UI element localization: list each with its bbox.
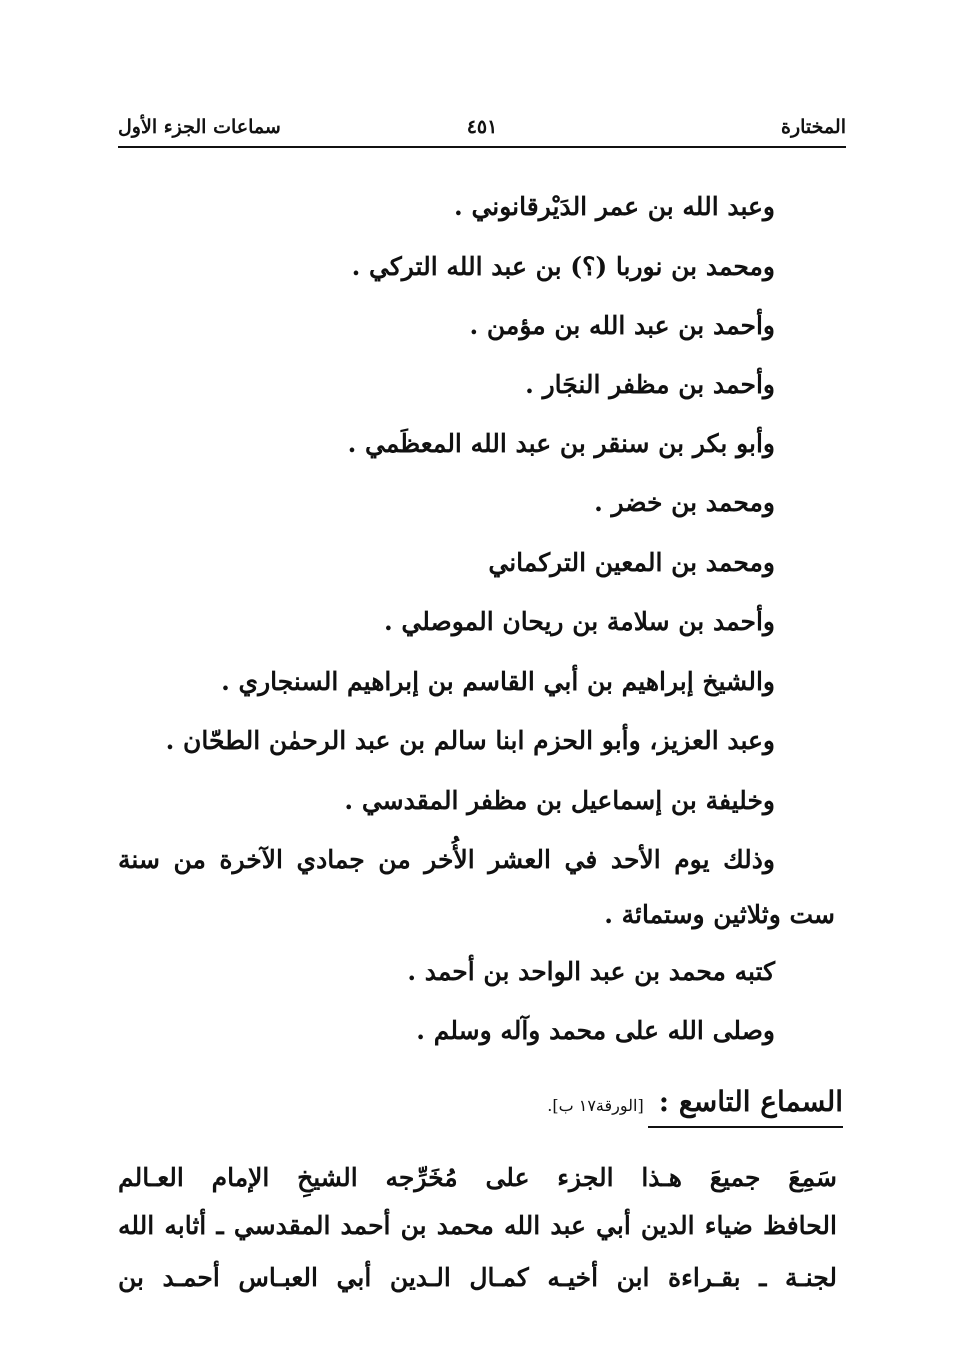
list-item: وأحمد بن مظفر النجَار . xyxy=(525,370,775,399)
scribe-line: كتبه محمد بن عبد الواحد بن أحمد . xyxy=(407,957,775,986)
page-number: ٤٥١ xyxy=(466,116,498,138)
folio-reference: [الورقة١٧ ب]. xyxy=(547,1096,644,1115)
list-item: والشيخ إبراهيم بن أبي القاسم بن إبراهيم السنجاري . xyxy=(221,667,775,696)
list-item: وخليفة بن إسماعيل بن مظفر المقدسي . xyxy=(344,786,775,815)
list-item: ومحمد بن خضر . xyxy=(594,488,775,517)
list-item: وعبد العزيز، وأبو الحزم ابنا سالم بن عبد الرحمٰن الطحّان . xyxy=(165,726,775,755)
paragraph-line-2: الحافظ ضياء الدين أبي عبد الله محمد بن أحمد المقدسي ـ أثابه الله xyxy=(118,1211,837,1240)
book-title: المختارة xyxy=(781,116,846,138)
section-title: سماعات الجزء الأول xyxy=(118,116,281,138)
blessing-line: وصلى الله على محمد وآله وسلم . xyxy=(416,1016,775,1045)
list-item: وأحمد بن عبد الله بن مؤمن . xyxy=(469,311,775,340)
list-item: وأبو بكر بن سنقر بن عبد الله المعظَمي . xyxy=(347,429,775,458)
paragraph-line-1: سَمِعَ جميعَ هـذا الجزء على مُخَرِّجه الشيخِ الإمام العـالم xyxy=(118,1163,837,1192)
list-item: ومحمد بن نوربا (؟) بن عبد الله التركي . xyxy=(351,252,775,281)
section-heading xyxy=(547,1085,843,1128)
paragraph-line-3: لجنـة ـ بقـراءة ابن أخيـه كمـال الـدين أبي العبـاس أحمـد بن xyxy=(118,1263,837,1292)
list-item: ومحمد بن المعين التركماني xyxy=(488,548,775,577)
running-header xyxy=(118,112,846,148)
date-statement-line-1: وذلك يوم الأحد في العشر الأُخر من جمادي الآخرة من سنة xyxy=(118,845,775,874)
list-item: وعبد الله بن عمر الدَيْرقانوني . xyxy=(454,192,775,221)
list-item: وأحمد بن سلامة بن ريحان الموصلي . xyxy=(383,607,775,636)
section-heading-title: السماع التاسع : xyxy=(658,1085,843,1118)
date-statement-line-2: ست وثلاثين وستمائة . xyxy=(604,900,835,929)
